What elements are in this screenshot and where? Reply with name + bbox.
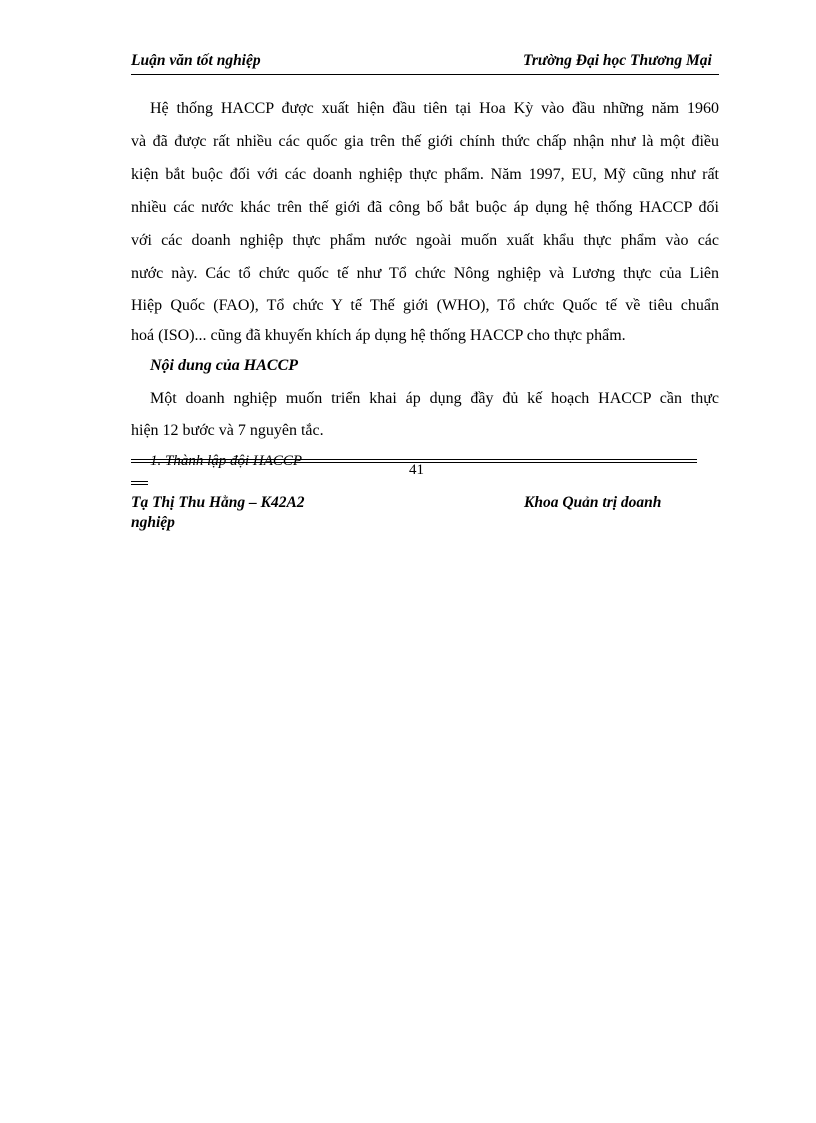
paragraph1-line-3: kiện bắt buộc đối với các doanh nghiệp thực phẩm. Năm 1997, EU, Mỹ cũng như rất [131,166,719,183]
footer-faculty-continuation: nghiệp [131,514,175,531]
paragraph1-line-8: hoá (ISO)... cũng đã khuyến khích áp dụng hệ thống HACCP cho thực phẩm. [131,327,626,344]
struck-list-item: 1. Thành lập đội HACCP [150,453,303,469]
paragraph1-line-1: Hệ thống HACCP được xuất hiện đầu tiên tại Hoa Kỳ vào đầu những năm 1960 [150,100,719,117]
section-heading: Nội dung của HACCP [150,357,299,374]
paragraph1-line-6: nước này. Các tổ chức quốc tế như Tổ chức Nông nghiệp và Lương thực của Liên [131,265,719,282]
paragraph1-line-2: và đã được rất nhiều các quốc gia trên thế giới chính thức chấp nhận như là một điều [131,133,719,150]
footer-short-rule [131,481,148,485]
page-number: 41 [409,462,424,478]
paragraph2-line-1: Một doanh nghiệp muốn triển khai áp dụng đầy đủ kế hoạch HACCP cần thực [150,390,719,407]
paragraph1-line-5: với các doanh nghiệp thực phẩm nước ngoài muốn xuất khẩu thực phẩm vào các [131,232,719,249]
footer-faculty: Khoa Quản trị doanh [524,494,662,511]
paragraph1-line-4: nhiều các nước khác trên thế giới đã công bố bắt buộc áp dụng hệ thống HACCP đối [131,199,719,216]
header-left: Luận văn tốt nghiệp [131,52,261,69]
header-right: Trường Đại học Thương Mại [523,52,712,69]
header-rule [131,74,719,75]
paragraph1-line-7: Hiệp Quốc (FAO), Tổ chức Y tế Thế giới (WHO), Tổ chức Quốc tế về tiêu chuẩn [131,297,719,314]
footer-author: Tạ Thị Thu Hằng – K42A2 [131,494,305,511]
paragraph2-line-2: hiện 12 bước và 7 nguyên tắc. [131,422,324,439]
